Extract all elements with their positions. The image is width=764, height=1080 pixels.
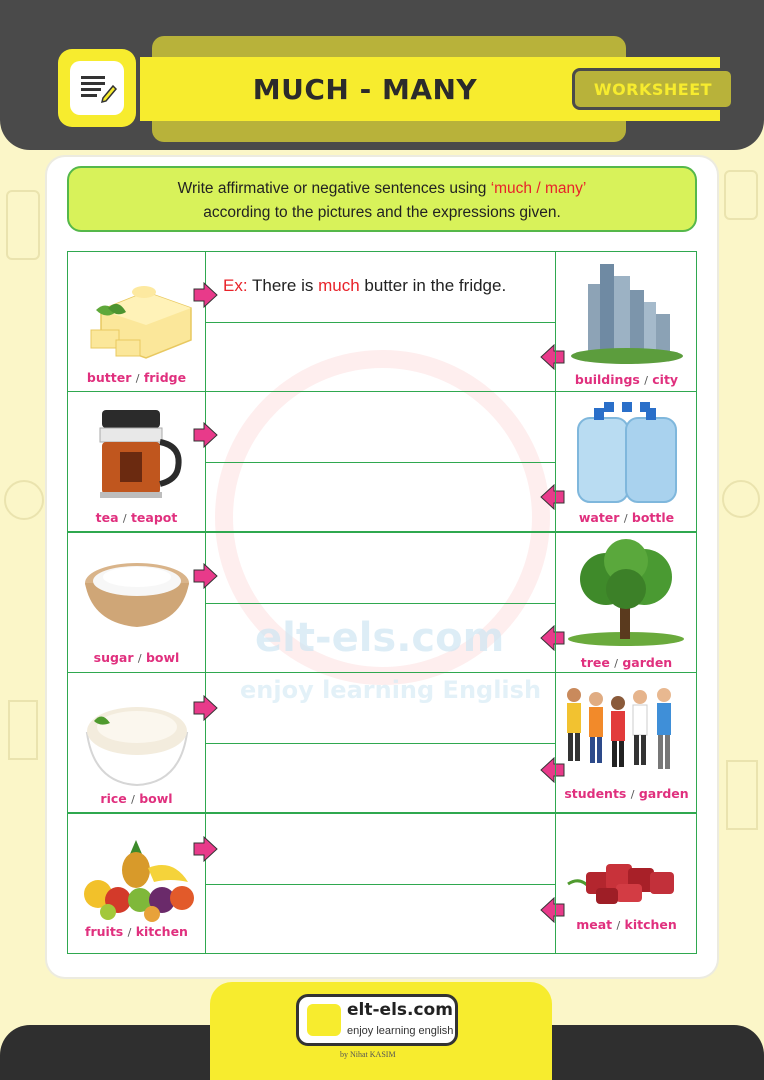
answer-field[interactable]: [208, 675, 553, 741]
exercise-row: [67, 813, 697, 954]
buildings-image: [570, 256, 684, 364]
answer-line-divider: [206, 462, 555, 463]
doodle-decoration: [8, 700, 38, 760]
page-title: MUCH - MANY: [252, 72, 478, 106]
right-picture-cell: [555, 673, 697, 812]
left-picture-cell: [68, 814, 206, 953]
right-cue-label: meat / kitchen: [576, 917, 677, 932]
example-sentence: Ex: There is much butter in the fridge.: [223, 276, 507, 295]
footer-site: elt-els.com: [347, 1000, 453, 1020]
meat-image: [566, 854, 688, 906]
sugar-bowl-image: [82, 553, 192, 633]
left-cue-label: tea / teapot: [95, 510, 178, 525]
answer-field[interactable]: [208, 394, 553, 460]
exercise-row: [67, 251, 697, 392]
answer-field[interactable]: [208, 324, 553, 390]
watermark-tagline: enjoy learning English: [240, 676, 542, 704]
butter-image: [86, 270, 196, 360]
instructions-highlight: ‘much / many’: [490, 180, 587, 197]
answer-field[interactable]: [208, 816, 553, 882]
right-cue-label: buildings / city: [574, 372, 679, 387]
answer-line-divider: [206, 603, 555, 604]
water-bottle-image: [570, 400, 684, 504]
answer-field[interactable]: [208, 464, 553, 530]
answer-line-divider: [206, 322, 555, 323]
right-picture-cell: [555, 814, 697, 953]
footer-tagline: enjoy learning english: [347, 1025, 454, 1037]
right-picture-cell: [555, 392, 697, 531]
fruits-image: [78, 838, 196, 922]
teapot-image: [90, 406, 186, 506]
left-picture-cell: [68, 673, 206, 812]
answer-field[interactable]: [208, 745, 553, 811]
exercise-grid: [67, 251, 697, 955]
footer-logo[interactable]: [296, 994, 458, 1046]
instructions-box: [67, 166, 697, 232]
right-cue-label: students / garden: [564, 786, 689, 801]
exercise-row: [67, 391, 697, 532]
answer-line-divider: [206, 743, 555, 744]
left-picture-cell: [68, 533, 206, 672]
right-picture-cell: [555, 533, 697, 672]
doodle-decoration: [722, 480, 760, 518]
right-cue-label: tree / garden: [580, 655, 673, 670]
left-cue-label: butter / fridge: [86, 370, 187, 385]
right-picture-cell: [555, 252, 697, 391]
document-logo: [58, 49, 136, 127]
doodle-decoration: [6, 190, 40, 260]
document-pencil-icon: [77, 68, 117, 108]
worksheet-badge: WORKSHEET: [572, 68, 734, 110]
doodle-decoration: [726, 760, 758, 830]
answer-field[interactable]: [208, 535, 553, 601]
left-picture-cell: [68, 252, 206, 391]
answer-line-divider: [206, 884, 555, 885]
left-cue-label: rice / bowl: [100, 791, 173, 806]
reader-logo-icon: [307, 1004, 341, 1036]
instructions-text-line2: according to the pictures and the expressions given.: [203, 204, 561, 221]
doodle-decoration: [724, 170, 758, 220]
left-cue-label: fruits / kitchen: [85, 924, 188, 939]
left-cue-label: sugar / bowl: [93, 650, 180, 665]
doodle-decoration: [4, 480, 44, 520]
rice-bowl-image: [84, 697, 190, 787]
answer-field[interactable]: [208, 886, 553, 952]
instructions-text: Write affirmative or negative sentences using: [177, 180, 491, 197]
left-picture-cell: [68, 392, 206, 531]
right-cue-label: water / bottle: [578, 510, 675, 525]
students-image: [560, 683, 690, 783]
author-byline: by Nihat KASIM: [340, 1050, 396, 1059]
title-decoration-bottom: [152, 118, 626, 142]
watermark-site: elt-els.com: [255, 615, 505, 661]
tree-image: [566, 539, 686, 647]
exercise-row: [67, 672, 697, 813]
exercise-row: [67, 532, 697, 673]
arrow-right-icon: [192, 282, 218, 308]
answer-field[interactable]: [208, 605, 553, 671]
